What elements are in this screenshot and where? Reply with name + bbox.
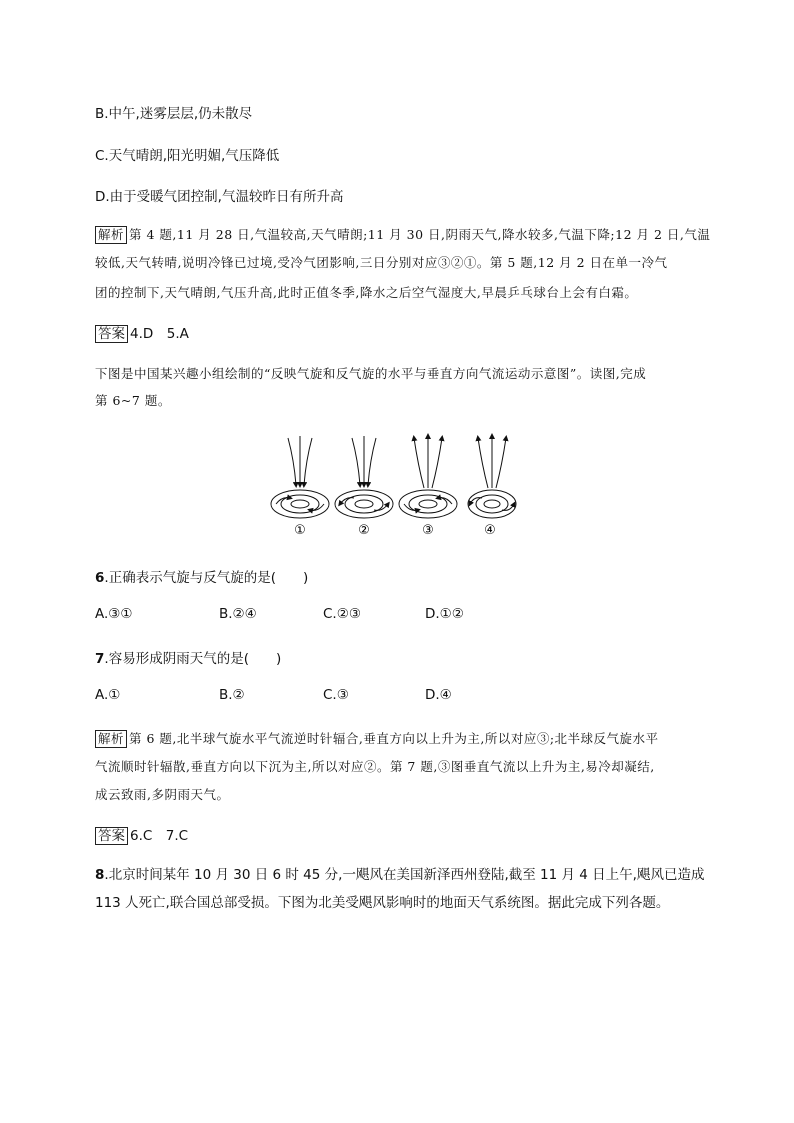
analysis-1-line-1 [95, 225, 710, 244]
analysis-1-line-2: 较低,天气转晴,说明冷锋已过境,受冷气团影响,三日分别对应③②①。第 5 题,12 月 2 日在单一冷气 [95, 255, 668, 270]
analysis-1-line-3: 团的控制下,天气晴朗,气压升高,此时正值冬季,降水之后空气湿度大,早晨乒乓球台上会有白霜。 [95, 285, 638, 300]
option-d: D.由于受暖气团控制,气温较昨日有所升高 [95, 189, 344, 205]
analysis-tag: 解析 [95, 730, 127, 748]
figure-4 [468, 436, 516, 518]
q7-option-d: D.④ [425, 687, 452, 703]
answer-tag: 答案 [95, 325, 128, 343]
q7-option-b: B.② [219, 687, 245, 703]
question-stem: .容易形成阴雨天气的是( ) [104, 651, 282, 667]
question-7 [95, 647, 281, 667]
analysis-2-line-2: 气流顺时针辐散,垂直方向以下沉为主,所以对应②。第 7 题,③图垂直气流以上升为主,易冷却凝结, [95, 759, 655, 774]
figure-label-2: ② [358, 523, 370, 538]
question-number: 6 [95, 570, 105, 586]
analysis-text: 第 4 题,11 月 28 日,气温较高,天气晴朗;11 月 30 日,阴雨天气,降水较多,气温下降;12 月 2 日,气温 [129, 227, 711, 242]
analysis-2-line-3: 成云致雨,多阴雨天气。 [95, 787, 230, 802]
question-6 [95, 566, 308, 586]
question-8-line-1 [95, 863, 704, 883]
question-stem: .北京时间某年 10 月 30 日 6 时 45 分,一飓风在美国新泽西州登陆,截至 11 月 4 日上午,飓风已造成 [104, 867, 705, 883]
figure-3 [399, 436, 457, 518]
intro-line-1: 下图是中国某兴趣小组绘制的“反映气旋和反气旋的水平与垂直方向气流运动示意图”。读图,完成 [95, 366, 647, 381]
option-c: C.天气晴朗,阳光明媚,气压降低 [95, 148, 280, 164]
q6-option-d: D.①② [425, 606, 464, 622]
figure-2 [335, 436, 393, 518]
q6-option-b: B.②④ [219, 606, 257, 622]
intro-line-2: 第 6~7 题。 [95, 393, 171, 408]
cyclone-anticyclone-diagram [268, 430, 518, 540]
figure-label-4: ④ [484, 523, 496, 538]
q6-option-c: C.②③ [323, 606, 361, 622]
analysis-tag: 解析 [95, 226, 127, 244]
question-number: 8 [95, 867, 105, 883]
answer-2 [95, 824, 188, 845]
question-stem: .正确表示气旋与反气旋的是( ) [104, 570, 309, 586]
answer-1 [95, 322, 189, 343]
answer-tag: 答案 [95, 827, 128, 845]
figure-1 [271, 436, 329, 518]
analysis-2-line-1 [95, 729, 659, 748]
answer-text: 4.D 5.A [130, 326, 189, 342]
figure-label-3: ③ [422, 523, 434, 538]
option-b: B.中午,迷雾层层,仍未散尽 [95, 106, 253, 122]
question-number: 7 [95, 651, 105, 667]
q6-option-a: A.③① [95, 606, 133, 622]
analysis-text: 第 6 题,北半球气旋水平气流逆时针辐合,垂直方向以上升为主,所以对应③;北半球反气旋水平 [129, 731, 659, 746]
question-8-line-2: 113 人死亡,联合国总部受损。下图为北美受飓风影响时的地面天气系统图。据此完成下列各题。 [95, 895, 670, 911]
answer-text: 6.C 7.C [130, 828, 189, 844]
q7-option-a: A.① [95, 687, 121, 703]
figure-label-1: ① [294, 523, 306, 538]
q7-option-c: C.③ [323, 687, 349, 703]
